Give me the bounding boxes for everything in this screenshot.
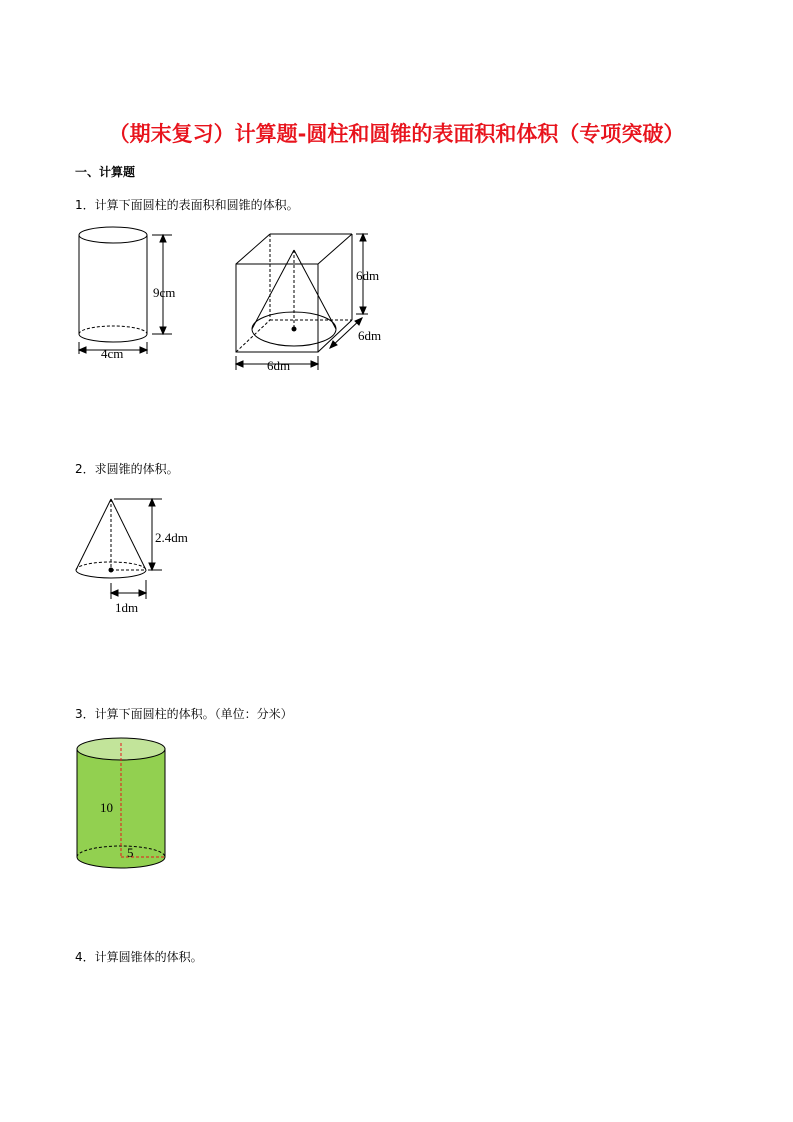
cylinder-diameter-label: 4cm [101,346,124,361]
green-cylinder-height-label: 10 [100,800,113,815]
page-title: （期末复习）计算题-圆柱和圆锥的表面积和体积（专项突破） [108,122,685,146]
cone-radius-label: 1dm [115,600,139,615]
question-1: 1．计算下面圆柱的表面积和圆锥的体积。 [75,198,299,212]
cone-in-cube-figure [232,230,432,380]
question-2: 2．求圆锥的体积。 [75,462,179,476]
cylinder-figure-1 [70,222,210,372]
green-cylinder-radius-label: 5 [127,845,134,860]
question-3: 3．计算下面圆柱的体积。（单位：分米） [75,707,293,721]
section-heading: 一、计算题 [75,165,136,179]
green-cylinder-figure [72,733,182,873]
cone-height-label: 2.4dm [155,530,188,545]
cube-width-label: 6dm [267,358,291,373]
cone-figure-2 [72,495,212,625]
question-4: 4．计算圆锥体的体积。 [75,950,203,964]
cylinder-height-label: 9cm [153,285,176,300]
cube-height-label: 6dm [356,268,380,283]
cube-depth-label: 6dm [358,328,382,343]
